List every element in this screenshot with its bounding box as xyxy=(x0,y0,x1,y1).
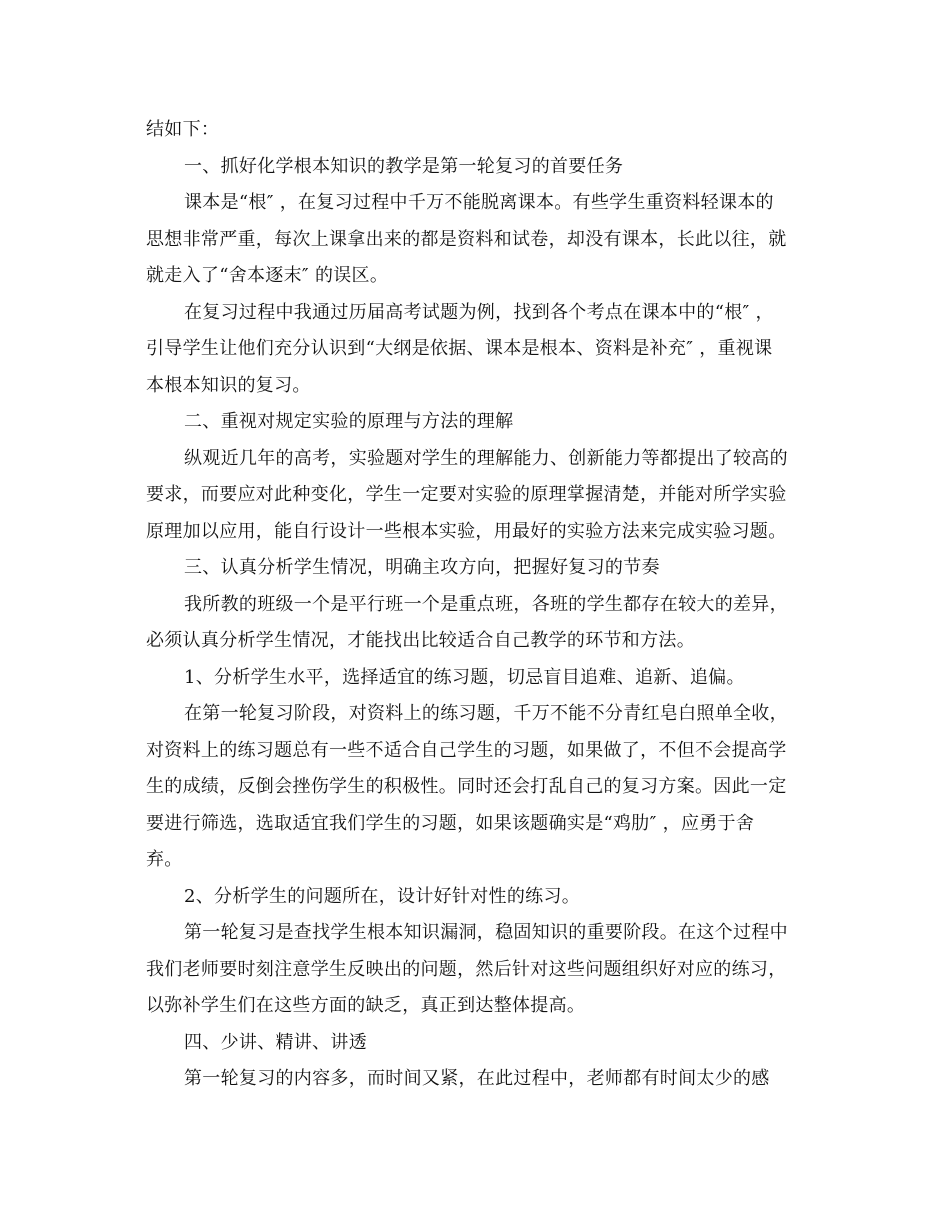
paragraph-line: 对资料上的练习题总有一些不适合自己学生的习题，如果做了，不但不会提高学 xyxy=(146,739,787,761)
paragraph-line: 原理加以应用，能自行设计一些根本实验，用最好的实验方法来完成实验习题。 xyxy=(146,520,787,542)
paragraph-line: 结如下： xyxy=(146,119,220,140)
paragraph xyxy=(146,441,814,551)
paragraph-line: 在复习过程中我通过历届高考试题为例，找到各个考点在课本中的“根″ ， xyxy=(184,301,774,323)
paragraph-line: 就走入了“舍本逐末″ 的误区。 xyxy=(146,265,389,286)
paragraph xyxy=(146,660,814,697)
paragraph xyxy=(146,185,814,295)
paragraph-line: 在第一轮复习阶段，对资料上的练习题，千万不能不分青红皂白照单全收， xyxy=(184,703,788,724)
paragraph xyxy=(146,587,814,660)
paragraph-line: 纵观近几年的高考，实验题对学生的理解能力、创新能力等都提出了较高的 xyxy=(184,447,788,469)
paragraph xyxy=(146,1025,814,1062)
paragraph xyxy=(146,696,814,879)
paragraph-line: 2、分析学生的问题所在，设计好针对性的练习。 xyxy=(184,885,581,907)
paragraph-line: 第一轮复习的内容多，而时间又紧，在此过程中，老师都有时间太少的感 xyxy=(184,1068,770,1089)
paragraph-line: 三、认真分析学生情况，明确主攻方向，把握好复习的节奏 xyxy=(184,557,660,578)
paragraph-line: 引导学生让他们充分认识到“大纲是依据、课本是根本、资料是补充″ ，重视课 xyxy=(146,338,773,359)
paragraph-line: 四、少讲、精讲、讲透 xyxy=(184,1031,367,1053)
paragraph-line: 弃。 xyxy=(146,849,183,870)
document-body xyxy=(146,112,814,1098)
paragraph-line: 二、重视对规定实验的原理与方法的理解 xyxy=(184,411,514,432)
paragraph-line: 思想非常严重，每次上课拿出来的都是资料和试卷，却没有课本，长此以往，就 xyxy=(146,228,787,250)
paragraph xyxy=(146,404,814,441)
paragraph-line: 生的成绩，反倒会挫伤学生的积极性。同时还会打乱自己的复习方案。因此一定 xyxy=(146,776,787,797)
paragraph-line: 必须认真分析学生情况，才能找出比较适合自己教学的环节和方法。 xyxy=(146,630,695,651)
paragraph xyxy=(146,879,814,916)
paragraph xyxy=(146,915,814,1025)
paragraph-line: 我所教的班级一个是平行班一个是重点班，各班的学生都存在较大的差异， xyxy=(184,593,788,615)
paragraph-line: 要进行筛选，选取适宜我们学生的习题，如果该题确实是“鸡肋″ ，应勇于舍 xyxy=(146,812,755,834)
paragraph-line: 我们老师要时刻注意学生反映出的问题，然后针对这些问题组织好对应的练习， xyxy=(146,958,787,980)
paragraph xyxy=(146,1061,814,1098)
paragraph-line: 第一轮复习是查找学生根本知识漏洞，稳固知识的重要阶段。在这个过程中 xyxy=(184,922,788,943)
paragraph xyxy=(146,550,814,587)
paragraph-line: 以弥补学生们在这些方面的缺乏，真正到达整体提高。 xyxy=(146,995,586,1016)
paragraph xyxy=(146,295,814,405)
paragraph-line: 本根本知识的复习。 xyxy=(146,374,311,396)
paragraph xyxy=(146,149,814,186)
paragraph-line: 一、抓好化学根本知识的教学是第一轮复习的首要任务 xyxy=(184,155,624,177)
paragraph-line: 1、分析学生水平，选择适宜的练习题，切忌盲目追难、追新、追偏。 xyxy=(184,666,745,688)
paragraph-line: 课本是“根″ ，在复习过程中千万不能脱离课本。有些学生重资料轻课本的 xyxy=(184,192,774,213)
paragraph xyxy=(146,112,814,149)
paragraph-line: 要求，而要应对此种变化，学生一定要对实验的原理掌握清楚，并能对所学实验 xyxy=(146,484,787,505)
